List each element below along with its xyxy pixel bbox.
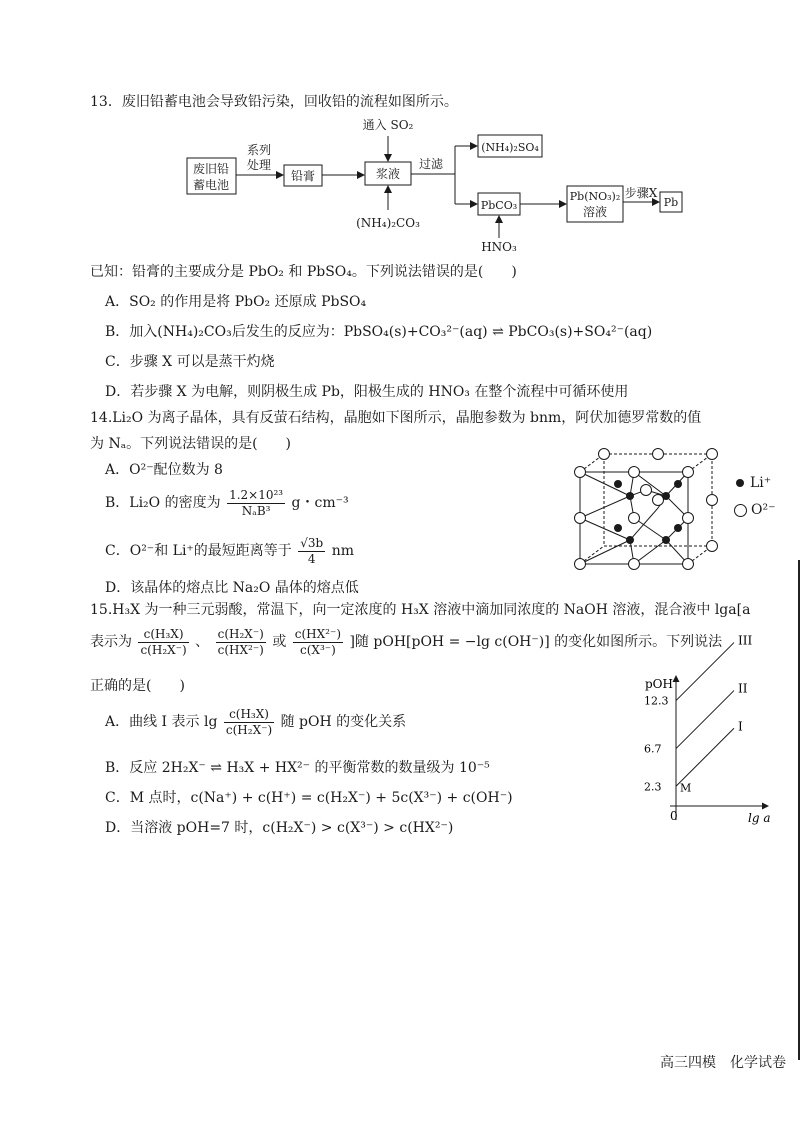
curve-label-iii: III (738, 633, 753, 648)
q15-stem2-post: ]随 pOH[pOH = −lg c(OH⁻)] 的变化如图所示。下列说法 (349, 634, 723, 650)
point-m-label: M (680, 781, 692, 795)
q13-option-a: A．SO₂ 的作用是将 PbO₂ 还原成 PbSO₄ (105, 294, 367, 310)
curve-label-i: I (738, 719, 743, 734)
q15-option-d: D．当溶液 pOH=7 时，c(H₂X⁻) > c(X³⁻) > c(HX²⁻) (105, 820, 454, 836)
flow-arrow1-line2: 处理 (246, 158, 272, 172)
q13-known: 已知：铅膏的主要成分是 PbO₂ 和 PbSO₄。下列说法错误的是( ) (90, 264, 517, 280)
q13-option-c: C．步骤 X 可以是蒸干灼烧 (105, 354, 275, 370)
flow-sulfate-label: (NH₄)₂SO₄ (481, 141, 539, 154)
curve-label-ii: II (738, 681, 748, 696)
flow-paste-label: 铅膏 (290, 169, 316, 183)
q15-frac3-num: c(HX²⁻) (294, 626, 342, 641)
flow-so2-label: 通入 SO₂ (362, 118, 414, 132)
q15-sep1: 、 (195, 634, 210, 650)
y-tick-label: 2.3 (644, 780, 662, 794)
q14-stem-line2: 为 Nₐ。下列说法错误的是( ) (90, 436, 292, 452)
curve-ii (676, 691, 734, 749)
q15-a-fraction (224, 707, 274, 738)
q15-a-pre: A．曲线 I 表示 lg (105, 714, 218, 730)
q14-c-fraction (298, 536, 325, 567)
flow-hno3-label: HNO₃ (481, 240, 517, 254)
q15-stem2-pre: 表示为 (90, 634, 132, 650)
q15-frac2-num: c(H₂X⁻) (217, 626, 264, 641)
q14-b-pre: B．Li₂O 的密度为 (105, 495, 221, 511)
q14-option-b (105, 486, 349, 520)
q15-a-den: c(H₂X⁻) (225, 722, 273, 737)
flow-pbno3-line1: Pb(NO₃)₂ (569, 190, 621, 203)
poh-chart (640, 633, 790, 832)
q15-option-c: C．M 点时，c(Na⁺) + c(H⁺) = c(H₂X⁻) + 5c(X³⁻) + c(OH⁻) (105, 790, 513, 806)
legend-o-label: O²⁻ (751, 502, 776, 518)
flow-battery-line1: 废旧铅 (192, 162, 230, 176)
q15-frac1-den: c(H₂X⁻) (140, 642, 187, 657)
q13-option-d: D．若步骤 X 为电解，则阴极生成 Pb，阳极生成的 HNO₃ 在整个流程中可循环使用 (105, 384, 629, 400)
q15-stem-line1: 15.H₃X 为一种三元弱酸，常温下，向一定浓度的 H₃X 溶液中滴加同浓度的 NaOH 溶液，混合液中 lga[a (90, 602, 751, 618)
flow-nh4co3-label: (NH₄)₂CO₃ (356, 216, 420, 230)
flow-slurry-label: 浆液 (375, 167, 401, 181)
y-tick-label: 6.7 (644, 742, 662, 756)
q14-c-post: nm (331, 543, 354, 559)
legend-li (736, 475, 771, 491)
footer: 高三四模 化学试卷 (660, 1055, 786, 1071)
origin-label: 0 (670, 809, 678, 823)
legend-o (734, 502, 775, 518)
flow-pb-label: Pb (663, 196, 679, 209)
q15-fraction-2 (216, 627, 266, 658)
q13-option-b: B．加入(NH₄)₂CO₃后发生的反应为：PbSO₄(s)+CO₃²⁻(aq) ⇌ PbCO₃(s)+SO₄²⁻(aq) (105, 324, 653, 340)
q15-sep2: 或 (272, 634, 287, 650)
q15-frac3-den: c(X³⁻) (300, 642, 336, 657)
q15-a-num: c(H₃X) (224, 707, 274, 723)
q14-option-d: D．该晶体的熔点比 Na₂O 晶体的熔点低 (105, 580, 359, 596)
q14-stem-line1: 14.Li₂O 为离子晶体，具有反萤石结构，晶胞如下图所示，晶胞参数为 bnm，阿伏加德罗常数的值 (90, 410, 702, 426)
q15-fraction-1 (138, 627, 188, 658)
q15-fraction-3 (293, 627, 343, 658)
y-tick-label: 12.3 (644, 694, 669, 708)
q14-b-denominator: NₐB³ (241, 503, 271, 518)
q15-frac1-num: c(H₃X) (138, 627, 188, 643)
flow-pbco3-label: PbCO₃ (480, 199, 518, 212)
flow-pbno3-line2: 溶液 (582, 205, 608, 219)
legend-li-label: Li⁺ (750, 475, 772, 491)
q14-option-c (105, 534, 354, 568)
flow-filter-label: 过滤 (418, 157, 444, 171)
q15-a-post: 随 pOH 的变化关系 (280, 714, 407, 730)
q14-c-denominator: 4 (307, 551, 316, 566)
flow-arrow1-line1: 系列 (246, 143, 272, 157)
q15-stem-line3: 正确的是( ) (90, 678, 185, 694)
q14-b-fraction (227, 488, 285, 519)
q14-b-numerator: 1.2×10²³ (229, 487, 284, 502)
q13-flowchart (0, 110, 800, 260)
crystal-cell-figure (570, 448, 720, 572)
q15-frac2-den: c(HX²⁻) (217, 642, 264, 657)
q14-b-post: g・cm⁻³ (291, 495, 349, 511)
curve-i (676, 728, 734, 786)
q15-option-b: B．反应 2H₂X⁻ ⇌ H₃X + HX²⁻ 的平衡常数的数量级为 10⁻⁵ (105, 760, 490, 776)
q15-option-a (105, 702, 406, 742)
q13-stem: 13．废旧铅蓄电池会导致铅污染，回收铅的流程如图所示。 (90, 94, 458, 110)
y-axis-label: pOH (645, 677, 673, 691)
q14-c-numerator: √3b (300, 535, 324, 550)
flow-step-label: 步骤X (624, 186, 658, 200)
x-axis-label: lg a (748, 811, 771, 825)
q14-c-pre: C．O²⁻和 Li⁺的最短距离等于 (105, 543, 292, 559)
flow-battery-line2: 蓄电池 (192, 178, 230, 192)
q14-option-a: A．O²⁻配位数为 8 (105, 462, 223, 478)
q15-stem-line2 (90, 622, 722, 662)
